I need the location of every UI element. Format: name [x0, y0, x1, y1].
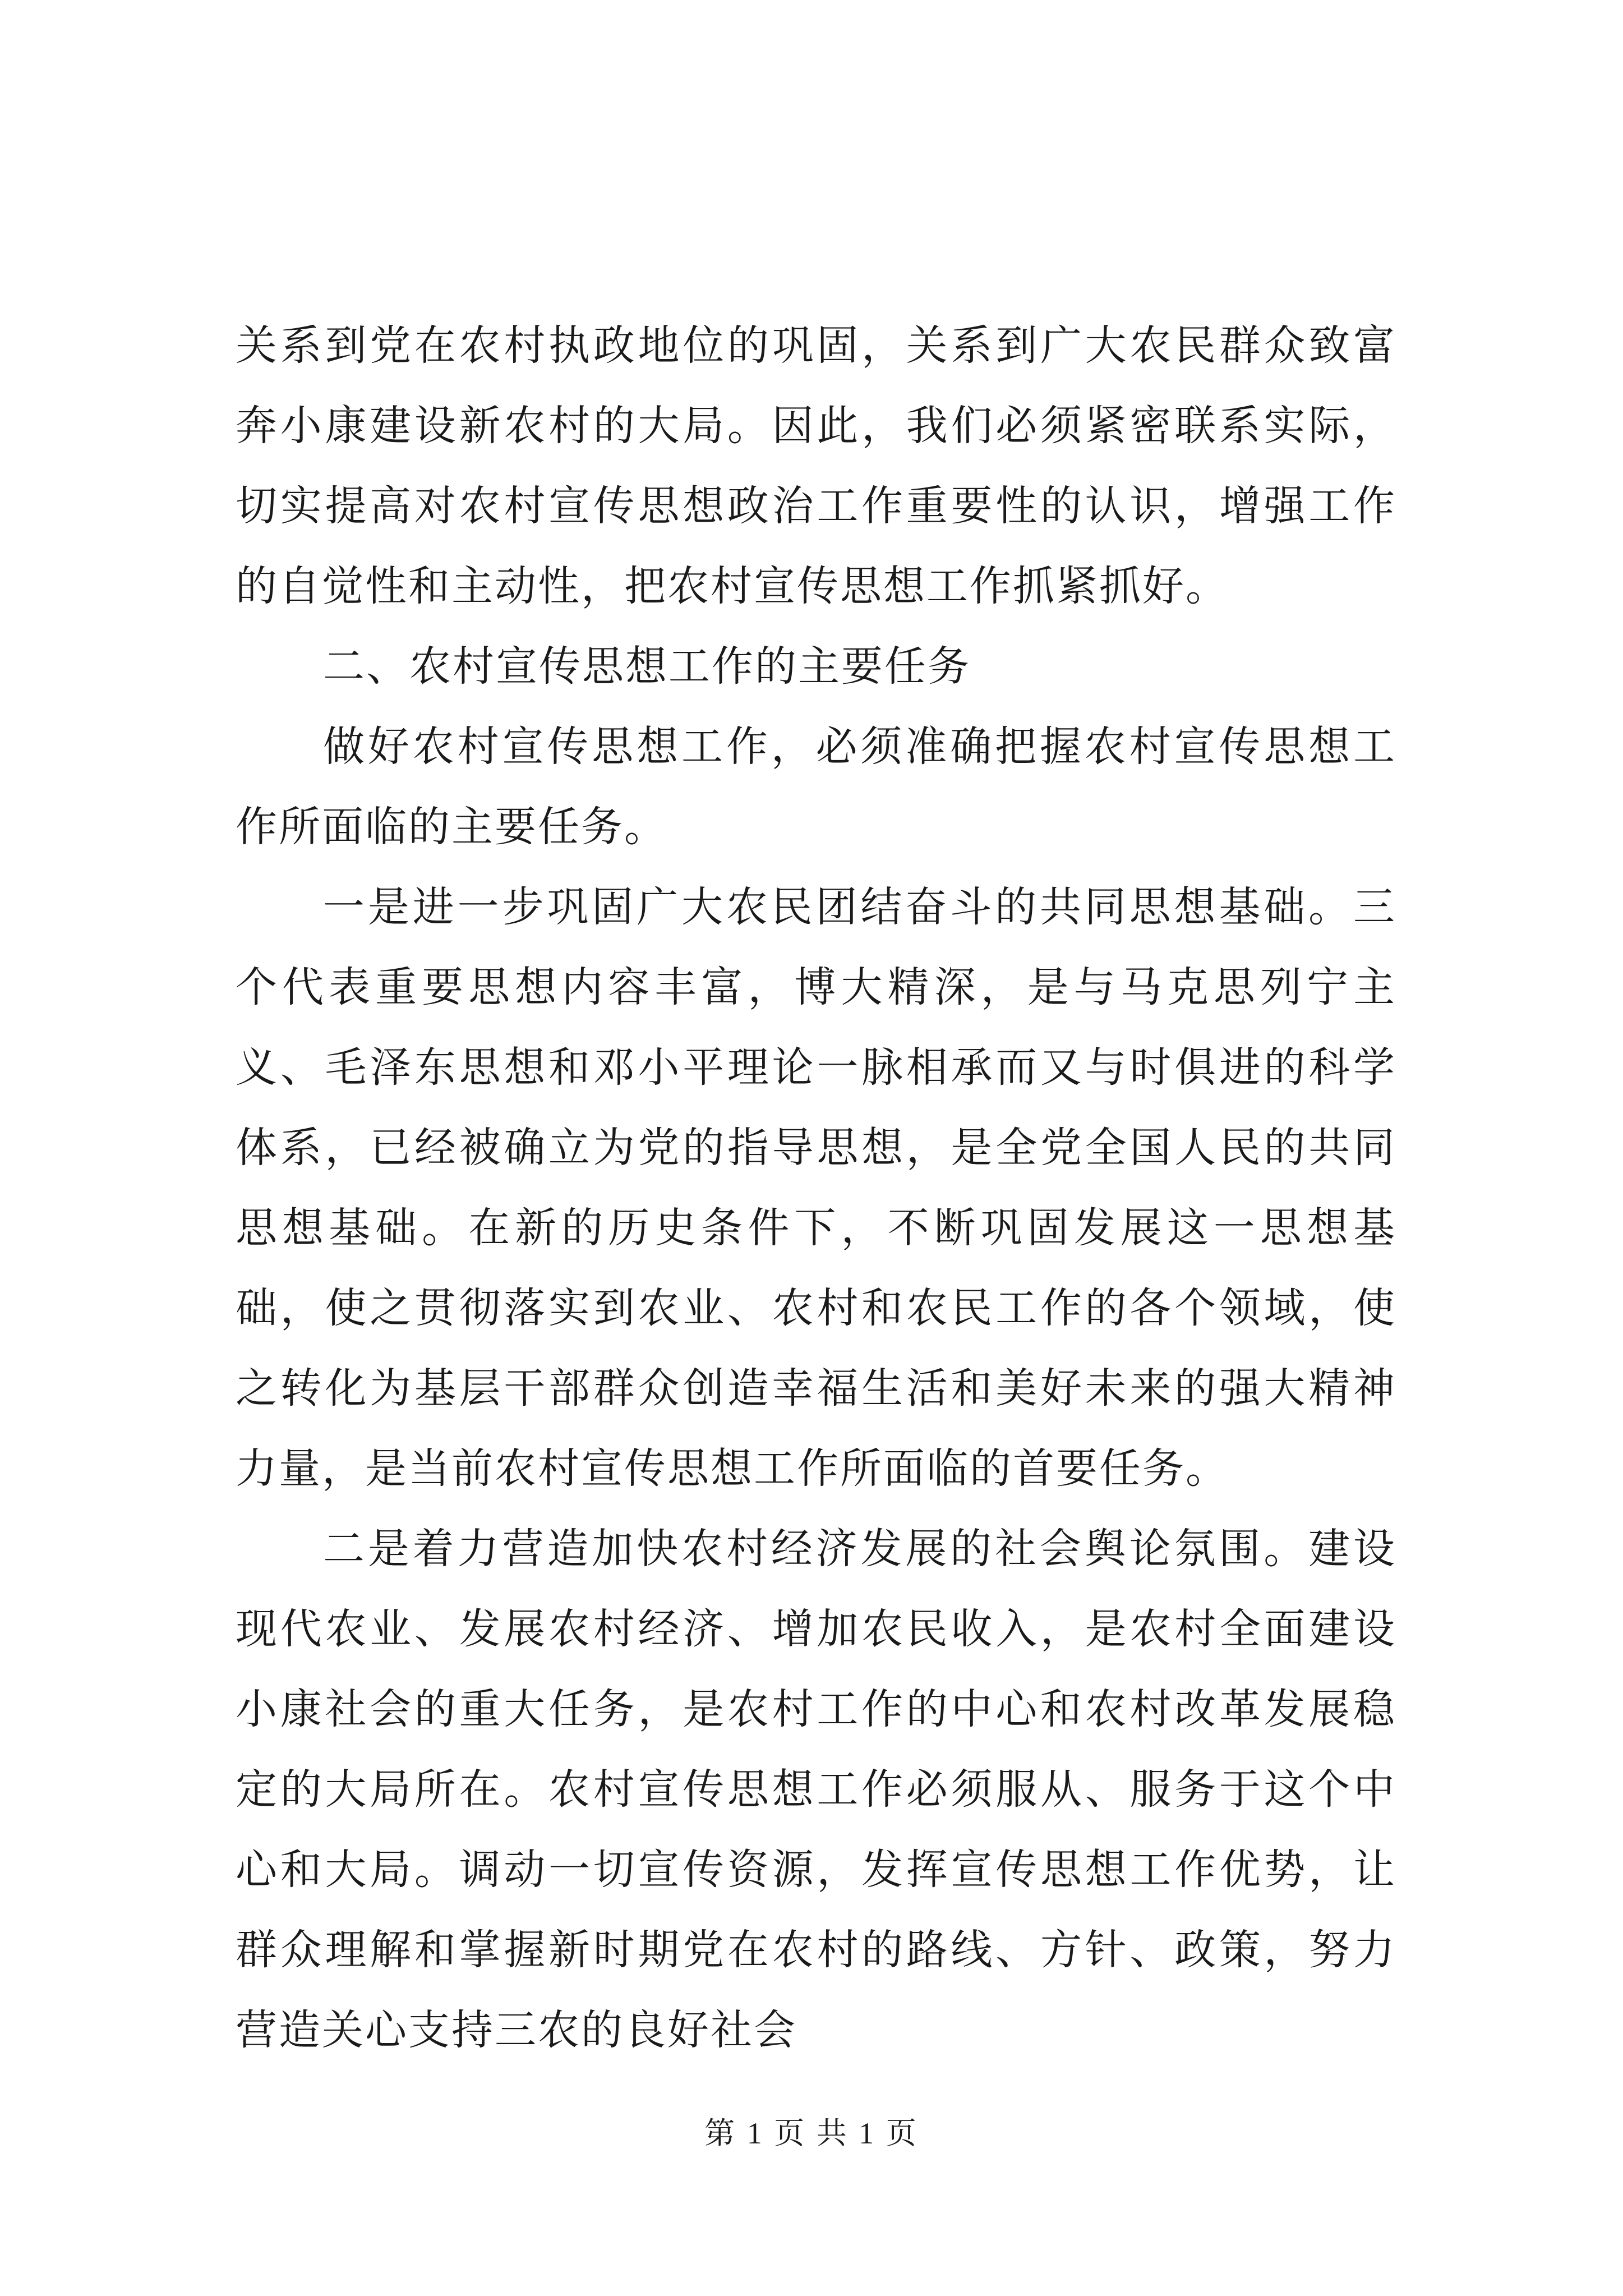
- document-body: [236, 306, 1396, 2070]
- section-heading: 二、农村宣传思想工作的主要任务: [323, 642, 971, 691]
- paragraph-4: 二是着力营造加快农村经济发展的社会舆论氛围。建设现代农业、发展农村经济、增加农民收入，是农村全面建设小康社会的重大任务，是农村工作的中心和农村改革发展稳定的大局所在。农村宣传思想工作必须服从、服务于这个中心和大局。调动一切宣传资源，发挥宣传思想工作优势，让群众理解和掌握新时期党在农村的路线、方针、政策，努力营造关心支持三农的良好社会: [236, 1525, 1396, 2054]
- page-footer: 第 1 页 共 1 页: [704, 2116, 919, 2150]
- paragraph-1: 关系到党在农村执政地位的巩固，关系到广大农民群众致富奔小康建设新农村的大局。因此，我们必须紧密联系实际，切实提高对农村宣传思想政治工作重要性的认识，增强工作的自觉性和主动性，把农村宣传思想工作抓紧抓好。: [236, 321, 1396, 610]
- paragraph-2: 做好农村宣传思想工作，必须准确把握农村宣传思想工作所面临的主要任务。: [236, 723, 1396, 851]
- paragraph-3: 一是进一步巩固广大农民团结奋斗的共同思想基础。三个代表重要思想内容丰富，博大精深，是与马克思列宁主义、毛泽东思想和邓小平理论一脉相承而又与时俱进的科学体系，已经被确立为党的指导思想，是全党全国人民的共同思想基础。在新的历史条件下，不断巩固发展这一思想基础，使之贯彻落实到农业、农村和农民工作的各个领域，使之转化为基层干部群众创造幸福生活和美好未来的强大精神力量，是当前农村宣传思想工作所面临的首要任务。: [236, 883, 1396, 1493]
